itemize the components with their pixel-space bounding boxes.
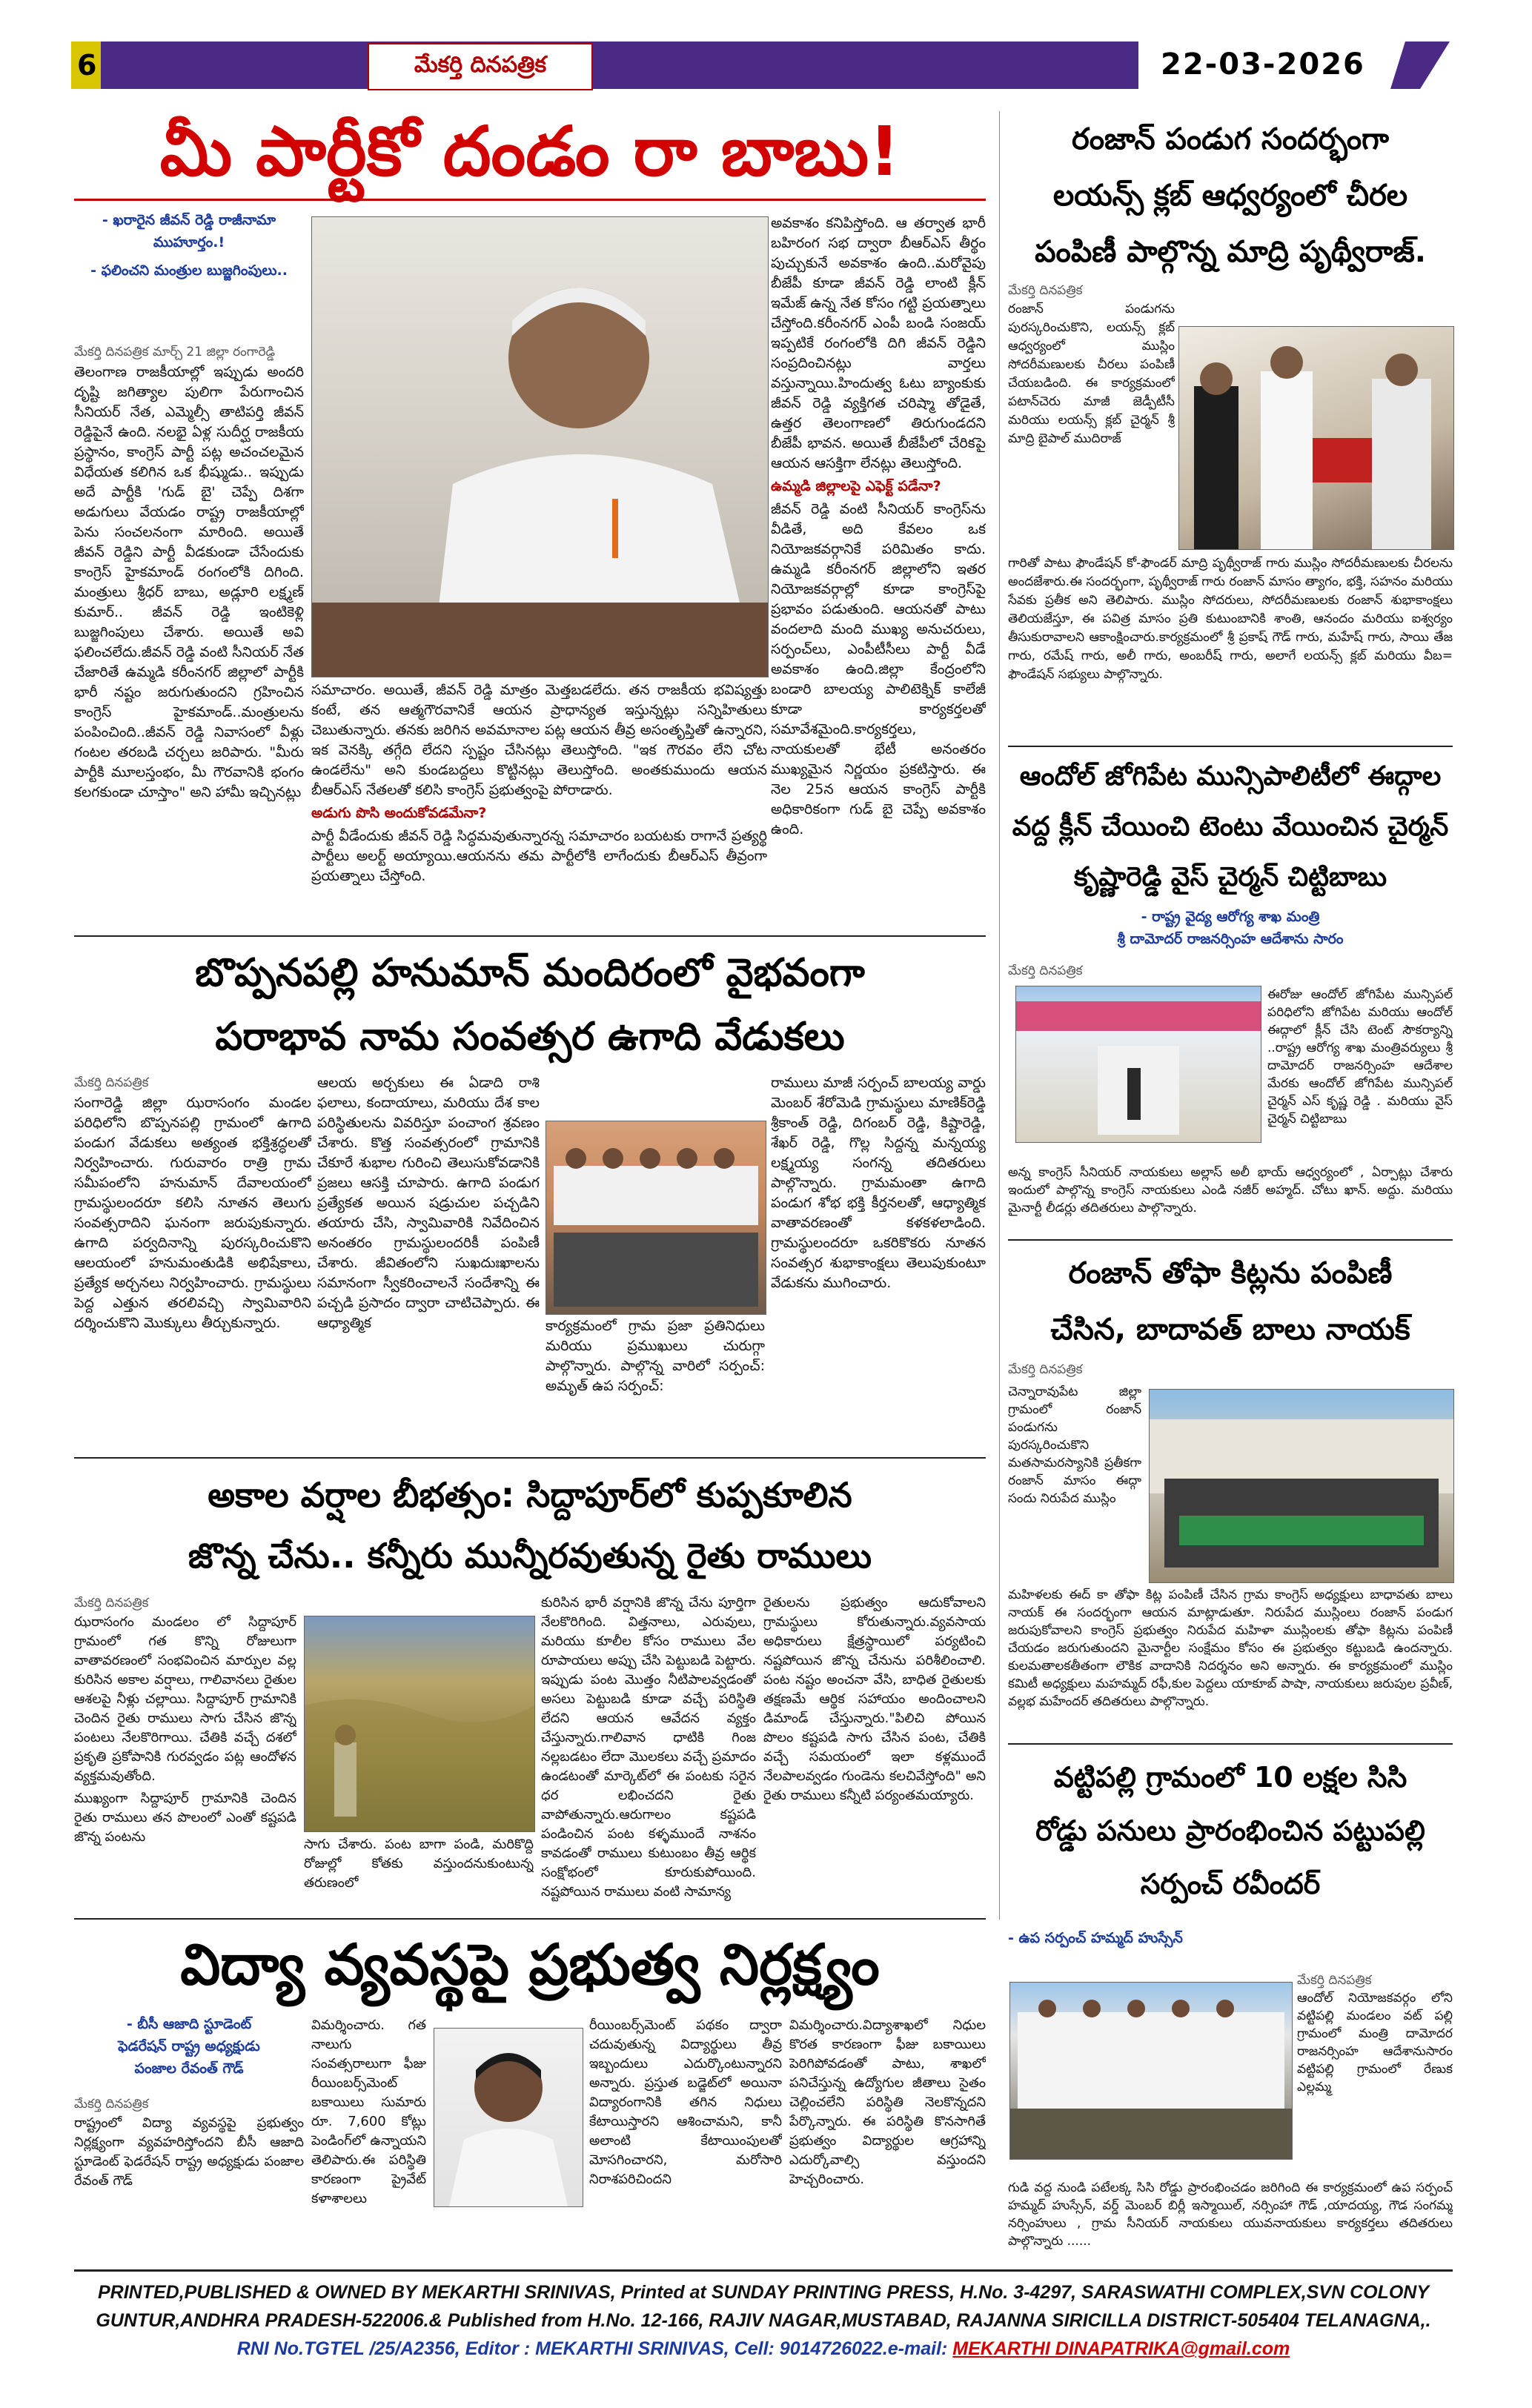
footer-editor: Editor : MEKARTHI SRINIVAS, Cell: 9014726022.e-mail:: [465, 2338, 953, 2359]
group-head-1: [1200, 362, 1233, 395]
story7-photo: [1009, 1982, 1293, 2160]
story2-headline-2: లయన్స్ క్లబ్ ఆధ్వర్యంలో చీరల: [1052, 179, 1408, 213]
story1-col2-text-b: పార్టీ వీడేందుకు జీవన్ రెడ్డి సిద్ధమవుతున్నారన్న సమాచారం బయటకు రాగానే ప్రత్యర్థి పార్టీలు అలర్ట్ అయ్యాయి.ఆయనను తమ పార్టీలోకి లాగేందుకు బీఆర్ఎస్ తీవ్రంగా ప్రయత్నాలు చేస్తోంది.: [311, 828, 767, 884]
story4-col2-text: ఆలయ అర్చకులు ఈ ఏడాది రాశి ఫలాలు, కందాయాలు, మరియు దేశ కాల పరిస్థితులను వివరిస్తూ పంచాంగ శ్రవణం చేశారు. కొత్త సంవత్సరంలో గ్రామానికి చేకూరే శుభాల గురించి తెలుసుకోవడానికి ప్రజలు ఆసక్తి చూపారు. ఉగాది పండుగ ప్రత్యేకత అయిన షడ్రుచుల పచ్చడిని తయారు చేసి, స్వామివారికి నివేదించిన అనంతరం గ్రామస్థులందరికీ పంపిణీ చేశారు. జీవితంలోని సుఖదుఃఖాలను సమానంగా స్వీకరించాలనే సందేశాన్ని ఈ పచ్చడి ప్రసాదం ద్వారా చాటిచెప్పారు. ఈ ఆధ్యాత్మిక: [317, 1075, 540, 1331]
sorghum-crop: [305, 1699, 534, 1831]
story4-caption: [546, 1316, 765, 1451]
story8-byline-2: ఫెడరేషన్ రాష్ట్ర అధ్యక్షుడు: [118, 2038, 260, 2054]
story6-col1: [74, 1593, 296, 1905]
story2-text-b: [1008, 554, 1453, 740]
crowd-row-2: [554, 1233, 758, 1307]
story3-byline-2: శ్రీ దామోదర్ రాజనర్సింహ ఆదేశాను సారం: [1117, 931, 1344, 947]
story8-col2-text: విమర్శించారు. గత నాలుగు సంవత్సరాలుగా ఫీజు రీయింబర్స్‌మెంట్ బకాయిలు సుమారు రూ. 7,600 కోట్లు పెండింగ్‌లో ఉన్నాయని తెలిపారు.ఈ పరిస్థితి కారణంగా ప్రైవేట్ కళాశాలలు: [311, 2017, 426, 2206]
story1-col1: [74, 342, 304, 921]
story8-col4: [789, 2016, 986, 2261]
story6-col2: [304, 1835, 534, 1905]
story8-col1-text: రాష్ట్రంలో విద్యా వ్యవస్థపై ప్రభుత్వం నిర్లక్ష్యంగా వ్యవహరిస్తోందని బీసీ ఆజాది స్టూడెంట్ ఫెడరేషన్ రాష్ట్ర అధ్యక్షుడు పంజాల రేవంత్ గౌడ్: [74, 2115, 304, 2189]
story1-byline-2: - ఫలించని మంత్రుల బుజ్జగింపులు..: [90, 262, 288, 279]
story3-headline-2: వద్ద క్లీన్ చేయించి టెంటు వేయించిన చైర్మన్: [1012, 812, 1449, 842]
story6-col1-text-b: ముఖ్యంగా సిద్దాపూర్ గ్రామానికి చెందిన రైతు రాములు తన పొలంలో ఎంతో కష్టపడి జొన్న పంటను: [74, 1791, 296, 1845]
saree-box: [1313, 438, 1379, 482]
logo-text: మేకర్తి దినపత్రిక: [414, 52, 547, 78]
story3-bottom-rule: [1008, 1239, 1453, 1241]
story1-photo: [311, 216, 769, 677]
story4-caption-text: కార్యక్రమంలో గ్రామ ప్రజా ప్రతినిధులు మరియు ప్రముఖులు చురుగ్గా పాల్గొన్నారు. పాల్గొన్న వారిలో సర్పంచ్: అమృత్ ఉప సర్పంచ్:: [546, 1318, 765, 1394]
story2-headline-1: రంజాన్ పండుగ సందర్భంగా: [1072, 122, 1389, 156]
story2-text-a-body: రంజాన్ పండుగను పురస్కరించుకొని, లయన్స్ క్లబ్ ఆధ్వర్యంలో ముస్లిం సోదరీమణులకు చీరలు పంపిణీ చేయబడింది. ఈ కార్యక్రమంలో పటాన్‌చెరు మాజీ జెడ్పీటీసీ మరియు లయన్స్ క్లబ్ చైర్మన్ శ్రీ మాద్రి బైపాల్ ముదిరాజ్: [1008, 302, 1175, 446]
story4-col2: [317, 1073, 540, 1451]
story1-col3: [771, 213, 986, 925]
story1-dateline: మేకర్తి దినపత్రిక మార్చ్ 21 జిల్లా రంగారెడ్డి: [74, 345, 276, 359]
story5-headline-2: చేసిన, బాదావత్ బాలు నాయక్: [1050, 1313, 1410, 1347]
group-row: [1018, 2012, 1284, 2109]
story1-col3-text: అవకాశం కనిపిస్తోంది. ఆ తర్వాత భారీ బహిరంగ సభ ద్వారా బీఆర్ఎస్ తీర్థం పుచ్చుకునే అవకాశం ఉంది..మరోవైపు బీజేపీ కూడా జీవన్ రెడ్డి లాంటి క్లీన్ ఇమేజ్ ఉన్న నేత కోసం గట్టి ప్రయత్నాలు చేస్తోంది.కరీంనగర్ ఎంపీ బండి సంజయ్ ఇప్పటికే రంగంలోకి దిగి జీవన్ రెడ్డిని సంప్రదించినట్లు వార్తలు వస్తున్నాయి.హిందుత్వ ఓటు బ్యాంకుకు జీవన్ రెడ్డి వ్యక్తిగత చరిష్మా తోడైతే, ఉత్తర తెలంగాణలో తిరుగుండదని బీజేపీ భావన. అయితే బీజేపీలో చేరికపై ఆయన ఆసక్తిగా లేనట్లు తెలుస్తోంది.: [771, 215, 986, 471]
story4-headline: [74, 941, 986, 1069]
footer-rule: [74, 2269, 1453, 2272]
story2-text-a: [1008, 282, 1175, 556]
story5-headline-1: రంజాన్ తోఫా కిట్లను పంపిణీ: [1068, 1256, 1393, 1290]
group-person-1: [1194, 386, 1238, 549]
story4-col3-text: రాములు మాజీ సర్పంచ్ బాలయ్య వార్డు మెంబర్ శేరోమెడి గ్రామస్థులు మాణిక్‌రెడ్డి శ్రీకాంత్ రెడ్డి, దిగంబర్ రెడ్డి, కిష్టారెడ్డి, శేఖర్ రెడ్డి, గొల్ల సిద్దన్న మన్నయ్య లక్ష్మయ్య సంగన్న తదితరులు పాల్గొన్నారు. గ్రామమంతా ఉగాది పండుగ శోభ భక్తి కీర్తనలతో, ఆధ్యాత్మిక వాతావరణంతో కళకళలాడింది. గ్రామస్థులందరూ ఒకరికొకరు నూతన సంవత్సర శుభాకాంక్షలు తెలుపుకుంటూ వేడుకను ముగించారు.: [771, 1075, 986, 1291]
story4-headline-1: బొప్పనపల్లి హనుమాన్ మందిరంలో వైభవంగా: [195, 951, 865, 995]
story1-col1-text: తెలంగాణ రాజకీయాల్లో ఇప్పుడు అందరి దృష్టి జగిత్యాల పులిగా పేరుగాంచిన సీనియర్ నేత, ఎమ్మెల్సీ తాటిపర్తి జీవన్ రెడ్డిపైనే ఉంది. నలభై ఏళ్ల సుదీర్ఘ రాజకీయ ప్రస్థానం, కాంగ్రెస్ పార్టీ పట్ల అచంచలమైన విధేయత కలిగిన ఒక భీష్ముడు.. ఇప్పుడు అదే పార్టీకి 'గుడ్ బై' చెప్పే దిశగా అడుగులు వేయడం రాష్ట్ర రాజకీయాల్లో పెను సంచలనంగా మారింది. అయితే జీవన్ రెడ్డిని పార్టీ వీడకుండా చేసేందుకు కాంగ్రెస్ హైకమాండ్ రంగంలోకి దిగింది. మంత్రులు శ్రీధర్ బాబు, అడ్లూరి లక్ష్మణ్ కుమార్.. జీవన్ రెడ్డి ఇంటికెళ్లి బుజ్జగింపులు చేశారు. అయితే అవి ఫలించలేదు.జీవన్ రెడ్డి వంటి సీనియర్ నేత చేజారితే ఉమ్మడి కరీంనగర్ జిల్లాలో పార్టీకి భారీ నష్టం జరుగుతుందని గ్రహించిన కాంగ్రెస్ హైకమాండ్..మంత్రులను పంపించింది..జీవన్ రెడ్డి నివాసంలో వీళ్లు గంటల తరబడి చర్చలు జరిపారు. "మీరు పార్టీకి మూలస్తంభం, మీ గౌరవానికి భంగం కలగకుండా చూస్తాం" అని హామీ ఇచ్చినట్లు: [74, 364, 304, 800]
story4-top-rule: [74, 935, 986, 937]
story6-col1-text-a: ఝరాసంగం మండలం లో సిద్దాపూర్ గ్రామంలో గత కొన్ని రోజులుగా వాతావరణంలో సంభవించిన మార్పుల వల్ల కురిసిన అకాల వర్షాలు, గాలివానలు రైతుల ఆశలపై నీళ్లు చల్లాయి. సిద్దాపూర్ గ్రామానికి చెందిన రైతు రాములు సాగు చేసిన జొన్న పంటలు నేలకొరిగాయి. చేతికి వచ్చే దశలో ప్రకృతి ప్రకోపానికి గురవ్వడం పట్ల ఆందోళన వ్యక్తమవుతోంది.: [74, 1614, 296, 1784]
footer-email[interactable]: MEKARTHI DINAPATRIKA@gmail.com: [952, 2338, 1290, 2359]
story5-dateline: మేకర్తి దినపత్రిక: [1008, 1362, 1083, 1377]
story8-col1: [74, 2094, 304, 2265]
story3-text-a: [1267, 986, 1453, 1164]
story3-headline: [1008, 752, 1453, 903]
story2-dateline: మేకర్తి దినపత్రిక: [1008, 283, 1083, 298]
footer-line-1: PRINTED,PUBLISHED & OWNED BY MEKARTHI SRINIVAS, Printed at SUNDAY PRINTING PRESS, H.No. 3-4297, SARASWATHI COMPLEX,SVN COLONY: [97, 2282, 1430, 2303]
story3-headline-3: కృష్ణారెడ్డి వైస్ చైర్మన్ చిట్టిబాబు: [1073, 862, 1387, 892]
portrait-shirt: [449, 2129, 568, 2206]
story6-top-rule: [74, 1457, 986, 1459]
road-ground: [1010, 2109, 1292, 2159]
story8-byline-1: - బీసీ ఆజాది స్టూడెంట్: [126, 2016, 252, 2032]
column-divider-main: [999, 111, 1000, 1920]
story1-byline: [74, 209, 304, 282]
story1-col2-text: సమాచారం. అయితే, జీవన్ రెడ్డి మాత్రం మెత్తబడలేదు. తన రాజకీయ భవిష్యత్తు కంటే, తన ఆత్మగౌరవానికే ఆయన ప్రాధాన్యత ఇస్తున్నట్లు సన్నిహితులు చెబుతున్నారు. తనకు జరిగిన అవమానాల పట్ల ఆయన తీవ్ర అసంతృప్తితో ఉన్నారని, ఇక వెనక్కి తగ్గేది లేదని స్పష్టం చేసినట్లు తెలుస్తోంది. "ఇక గౌరవం లేని చోట ఉండలేను" అని కుండబద్దలు కొట్టినట్లు తెలుస్తోంది. అంతకుముందు ఆయన బీఆర్ఎస్ నేతలతో కలిసి కాంగ్రెస్ ప్రభుత్వంపై పోరాడారు.: [311, 682, 767, 798]
story8-byline-3: పంజాల రేవంత్ గౌడ్: [134, 2060, 244, 2077]
story4-headline-2: పరాభావ నామ సంవత్సర ఉగాది వేడుకలు: [215, 1015, 845, 1059]
story7-text-b: [1008, 2179, 1453, 2253]
kit-bags: [1179, 1516, 1424, 1545]
story7-headline-2: రోడ్డు పనులు ప్రారంభించిన పట్టుపల్లి: [1035, 1814, 1425, 1847]
tent-canopy: [1016, 1001, 1261, 1031]
issue-date: 22-03-2026: [1161, 47, 1365, 82]
story7-headline: [1008, 1751, 1453, 1911]
story6-headline: [74, 1465, 986, 1586]
story1-rule: [74, 199, 986, 201]
story6-headline-1: అకాల వర్షాల బీభత్సం: సిద్దాపూర్‌లో కుప్పకూలిన: [208, 1475, 852, 1515]
story4-dateline: మేకర్తి దినపత్రిక: [74, 1075, 149, 1090]
story6-photo: [304, 1616, 535, 1832]
footer-line-3: [74, 2335, 1453, 2363]
story7-headline-3: సర్పంచ్ రవీందర్: [1140, 1868, 1321, 1900]
story1-col2-subhead: అడుగు పొసి అందుకోవడమేనా?: [311, 805, 487, 821]
footer-rni: RNI No.TGTEL /25/A2356,: [236, 2338, 460, 2359]
story7-byline: - ఉప సర్పంచ్ హమ్మద్ హుస్సేన్: [1008, 1930, 1183, 1946]
story6-col4: [763, 1593, 986, 1905]
person-figure: [1127, 1068, 1141, 1120]
story3-byline-1: - రాష్ట్ర వైద్య ఆరోగ్య శాఖ మంత్రి: [1141, 909, 1320, 925]
group-head-2: [1270, 346, 1303, 379]
group-person-2: [1261, 371, 1313, 549]
story1-col2: [311, 680, 767, 925]
story6-col4-text: రైతులను ప్రభుత్వం ఆదుకోవాలని గ్రామస్థులు కోరుతున్నారు.వ్యవసాయ అధికారులు క్షేత్రస్థాయిలో పర్యటించి నష్టపోయిన జొన్న చేనును పరిశీలించాలి. పంట నష్టం అంచనా వేసి, బాధిత రైతులకు తక్షణమే ఆర్థిక సహాయం అందించాలని డిమాండ్ చేస్తున్నారు."పిలిచి పోయిన పొలం కష్టపడి సాగు చేసిన పంట, చేతికి వచ్చే సమయంలో ఇలా కళ్లముందే నేలపాలవ్వడం గుండెను కలచివేస్తోంది" అని రైతు రాములు కన్నీటి పర్యంతమయ్యారు.: [763, 1595, 986, 1803]
story7-text-b-body: గుడి వద్ద నుండి పటేలక్క సిసి రోడ్డు ప్రారంభించడం జరిగింది ఈ కార్యక్రమంలో ఉప సర్పంచ్ హమ్మద్ హుస్సేన్, వర్డ్ మెంబర్ బిర్లీ ఇస్మాయిల్, నర్సింహా గౌడ్ ,యాదయ్య, గౌడ సంగమ్మ నర్సింహులు , గ్రామ సీనియర్ నాయకులు యువనాయకులు కార్యకర్తలు తదితరులు పాల్గొన్నారు ......: [1008, 2180, 1453, 2249]
story3-byline: [1008, 906, 1453, 950]
story4-col1: [74, 1073, 311, 1451]
story2-text-b-body: గారితో పాటు ఫౌండేషన్ కో-ఫౌండర్ మాద్రి పృథ్వీరాజ్ గారు ముస్లిం సోదరీమణులకు చీరలను అందజేశారు.ఈ సందర్భంగా, పృథ్వీరాజ్ గారు రంజాన్ మాసం త్యాగం, భక్తి, సహనం మరియు సేవకు ప్రతీక అని తెలిపారు. ముస్లిం సోదరులు, సోదరీమణులకు రంజాన్ శుభాకాంక్షలు తెలియజేస్తూ, ఈ పవిత్ర మాసం ప్రతి కుటుంబానికి శాంతి, ఆనందం మరియు ఐశ్వర్యం తీసుకురావాలని ఆకాంక్షించారు.కార్యక్రమంలో శ్రీ ప్రకాష్ గౌడ్ గారు, మహేష్ గారు, సాయి తేజ గారు, రమేష్ గారు, అలీ గారు, అంబరీష్ గారు, అలాగే లయన్స్ క్లబ్ మరియు వీబ= ఫౌండేషన్ సభ్యులు పాల్గొన్నారు.: [1008, 556, 1453, 682]
story8-headline: విద్యా వ్యవస్థపై ప్రభుత్వ నిర్లక్ష్యం: [180, 1931, 880, 1997]
story8-col4-text: విమర్శించారు.విద్యాశాఖలో నిధుల కొరత కారణంగా ఫీజు బకాయిలు పెరిగిపోవడంతో పాటు, శాఖలో పనిచేస్తున్న ఉద్యోగుల జీతాలు సైతం చెల్లించలేని పరిస్థితి నెలకొన్నదని పేర్కొన్నారు. ఈ పరిస్థితి కొనసాగితే ప్రభుత్వం విద్యార్థుల ఆగ్రహాన్ని ఎదుర్కోవాల్సి వస్తుందని హెచ్చరించారు.: [789, 2017, 986, 2187]
story6-dateline: మేకర్తి దినపత్రిక: [74, 1596, 149, 1611]
story3-text-b: [1008, 1164, 1453, 1238]
story5-bottom-rule: [1008, 1743, 1453, 1745]
masthead: [71, 42, 1450, 89]
footer-line-2: GUNTUR,ANDHRA PRADESH-522006.& Published from H.No. 12-166, RAJIV NAGAR,MUSTABAD, RAJANNA SIRICILLA DISTRICT-505404 TELANAGNA,.: [96, 2310, 1431, 2331]
story1-headline: మీ పార్టీకో దండం రా బాబు!: [159, 112, 901, 191]
story1-byline-1: - ఖరారైన జీవన్ రెడ్డి రాజీనామా ముహూర్తం.!: [102, 212, 276, 251]
story6-col3-text: కురిసిన భారీ వర్షానికి జొన్న చేను పూర్తిగా నేలకొరిగింది. విత్తనాలు, ఎరువులు, మరియు కూలీల కోసం రాములు వేల రూపాయలు అప్పు చేసి పెట్టుబడి పెట్టారు. ఇప్పుడు పంట మొత్తం నీటిపాలవ్వడంతో అసలు పెట్టుబడి కూడా వచ్చే పరిస్థితి లేదని ఆయన ఆవేదన వ్యక్తం చేస్తున్నారు.గాలివాన ధాటికి గింజ నల్లబడటం లేదా మొలకలు వచ్చే ప్రమాదం ఉండటంతో మార్కెట్‌లో ఈ పంటకు సరైన ధర లభించదని రైతు వాపోతున్నారు.ఆరుగాలం కష్టపడి పండించిన పంట కళ్ళముందే నాశనం కావడంతో రాములు కుటుంబం తీవ్ర ఆర్థిక సంక్షోభంలో కూరుకుపోయింది. నష్టపోయిన రాములు వంటి సామాన్య: [541, 1595, 756, 1900]
story2-bottom-rule: [1008, 746, 1453, 747]
story5-text-b: [1008, 1586, 1453, 1742]
story5-text-b-body: మహిళలకు ఈద్ కా తోఫా కిట్ల పంపిణీ చేసిన గ్రామ కాంగ్రెస్ అధ్యక్షులు బాధావతు బాలు నాయక్ ఈ సందర్భంగా ఆయన మాట్లాడుతూ. నిరుపేద ముస్లింలు రంజాన్ పండుగ జరుపుకోవాలని కాంగ్రెస్ ప్రభుత్వం నిరుపేద మహిళా ముస్లింలకు తోఫా కిట్లను పంపిణీ చేయడం జరుగుతుందని మైనార్టీల సంక్షేమం కోసం ఈ ప్రభుత్వం కట్టుబడి ఉందన్నారు. కులమతాలకతీతంగా లౌకిక వాదానికి నిదర్శనం అని అన్నారు. ఈ కార్యక్రమంలో ముస్లిం కమిటీ అధ్యక్షులు మహమ్మద్ రఫీ,కుల పెద్దలు యాకూబ్ పాషా, నాయకులు జరుపుల ప్రవీణ్, వల్లభ మహేందర్ తదితరులు పాల్గొన్నారు.: [1008, 1588, 1453, 1709]
story1-col3-text-b: జీవన్ రెడ్డి వంటి సీనియర్ కాంగ్రెస్‌ను వీడితే, అది కేవలం ఒక నియోజకవర్గానికే పరిమితం కాదు. ఉమ్మడి కరీంనగర్ జిల్లాలోని ఇతర నియోజకవర్గాల్లో కూడా కాంగ్రెస్‌పై ప్రభావం పడుతుంది. ఆయనతో పాటు వందలాది మంది ముఖ్య అనుచరులు, సర్పంచ్‌లు, ఎంపీటీసీలు పార్టీ వీడే అవకాశం ఉంది.జిల్లా కేంద్రంలోని బండారి బాలయ్య పాలిటెక్నిక్ కాలేజీ కూడా కార్యకర్తలతో సమావేశమైంది.కార్యకర్తలు, నాయకులతో భేటీ అనంతరం ముఖ్యమైన నిర్ణయం ప్రకటిస్తారు. ఈ నెల 25న ఆయన కాంగ్రెస్ పార్టీకి అధికారికంగా గుడ్ బై చెప్పే అవకాశం ఉంది.: [771, 501, 986, 838]
page-number: 6: [77, 49, 97, 82]
group-person-3: [1372, 379, 1431, 549]
story8-col2: [311, 2016, 426, 2261]
story3-headline-1: ఆందోల్ జోగిపేట మున్సిపాలిటీలో ఈద్గాల: [1019, 761, 1442, 792]
story7-dateline: మేకర్తి దినపత్రిక: [1297, 1973, 1372, 1988]
story2-headline-3: పంపిణీ పాల్గొన్న మాద్రి పృథ్వీరాజ్.: [1035, 235, 1426, 269]
story8-col3-text: రీయింబర్స్‌మెంట్ పథకం ద్వారా చదువుతున్న విద్యార్థులు తీవ్ర ఇబ్బందులు ఎదుర్కొంటున్నారని అన్నారు. ప్రస్తుత బడ్జెట్‌లో అయినా విద్యారంగానికి తగిన నిధులు కేటాయిస్తారని ఆశించామని, కానీ అలాంటి కేటాయింపులతో మోసగించారని, మరోసారి నిరాశపరిచిందని: [589, 2017, 782, 2187]
story5-text-a: [1008, 1383, 1141, 1583]
story5-headline: [1008, 1245, 1453, 1358]
story8-byline: [74, 2013, 304, 2080]
story6-col2-text: సాగు చేశారు. పంట బాగా పండి, మరికొద్ది రోజుల్లో కోతకు వస్తుందనుకుంటున్న తరుణంలో: [304, 1837, 534, 1891]
story3-text-a-body: ఈరోజు ఆందోల్ జోగిపేట మున్సిపల్ పరిధిలోని జోగిపేట మరియు ఆందోల్ ఈద్గాలో క్లీన్ చేసి టెంట్ సౌకర్యాన్ని ..రాష్ట్ర ఆరోగ్య శాఖ మంత్రివర్యులు శ్రీ దామోదర్ రాజనర్సింహ ఆదేశాల మేరకు ఆందోల్ జోగిపేట మున్సిపల్ చైర్మన్ ఎస్ కృష్ణ రెడ్డి . మరియు వైస్ చైర్మన్ చిట్టిబాబు: [1267, 987, 1453, 1127]
story3-dateline: మేకర్తి దినపత్రిక: [1008, 963, 1083, 978]
story8-top-rule: [74, 1918, 986, 1920]
portrait-thread: [612, 499, 618, 558]
story4-col3: [771, 1073, 986, 1451]
footer: [74, 2278, 1453, 2363]
group-head-3: [1385, 354, 1418, 386]
story8-dateline: మేకర్తి దినపత్రిక: [74, 2097, 149, 2112]
story8-col3: [589, 2016, 782, 2261]
story7-headline-1: వట్టిపల్లి గ్రామంలో 10 లక్షల సిసి: [1053, 1761, 1407, 1794]
story2-headline: [1008, 111, 1453, 280]
story4-col1-text: సంగారెడ్డి జిల్లా ఝరాసంగం మండల పరిధిలోని బొప్పనపల్లి గ్రామంలో ఉగాది పండుగ వేడుకలు అత్యంత భక్తిశ్రద్ధలతో నిర్వహించారు. గురువారం రాత్రి గ్రామ సమీపంలోని హనుమాన్ దేవాలయంలో గ్రామస్థులందరూ కలిసి నూతన తెలుగు సంవత్సరాదిని ఘనంగా జరుపుకున్నారు. ఉగాది పర్వదినాన్ని పురస్కరించుకొని ఆలయంలో హనుమంతుడికి అభిషేకాలు, ప్రత్యేక అర్చనలు నిర్వహించారు. గ్రామస్థులు పెద్ద ఎత్తున తరలివచ్చి స్వామివారిని దర్శించుకొని మొక్కులు తీర్చుకున్నారు.: [74, 1095, 311, 1331]
masthead-logo: [368, 43, 593, 90]
story2-photo: [1178, 326, 1454, 550]
story7-text-a-body: ఆందోల్ నియోజకవర్గం లోని వట్టిపల్లి మండలం వట్ పల్లి గ్రామంలో మంత్రి దామోదర రాజనర్సింహ ఆదేశానుసారం వట్టిపల్లి గ్రామంలో రేణుక ఎల్లమ్మ: [1297, 1991, 1453, 2094]
story5-text-a-body: చెన్నారావుపేట జిల్లా గ్రామంలో రంజాన్ పండుగను పురస్కరించుకొని మతసామరస్యానికి ప్రతీకగా రంజాన్ మాసం ఈద్గా సందు నిరుపేద ముస్లిం: [1008, 1384, 1141, 1506]
story7-text-a: [1297, 1971, 1453, 2179]
story6-headline-2: జొన్న చేను.. కన్నీరు మున్నీరవుతున్న రైతు రాములు: [188, 1536, 872, 1576]
story4-photo: [546, 1121, 766, 1315]
story6-col3: [541, 1593, 756, 1905]
story1-col3-subhead: ఉమ్మడి జిల్లాలపై ఎఫెక్ట్ పడేనా?: [771, 478, 941, 494]
story3-text-b-body: అన్న కాంగ్రెస్ సీనియర్ నాయకులు అల్లాస్ అలీ భాయ్ ఆధ్వర్యంలో , ఏర్పాట్లు చేశారు ఇందులో పాల్గొన్న కాంగ్రెస్ నాయకులు ఎండి నజీర్ అహ్మద్. చోటు ఖాన్. అద్దు. మరియు మైనార్టీ లీడర్లు తదితరులు పాల్గొన్నారు.: [1008, 1165, 1453, 1215]
story8-photo: [434, 2028, 583, 2207]
story3-photo: [1015, 986, 1261, 1143]
story5-photo: [1149, 1389, 1454, 1583]
crowd-row-1: [554, 1166, 758, 1225]
portrait-desk: [312, 603, 768, 677]
